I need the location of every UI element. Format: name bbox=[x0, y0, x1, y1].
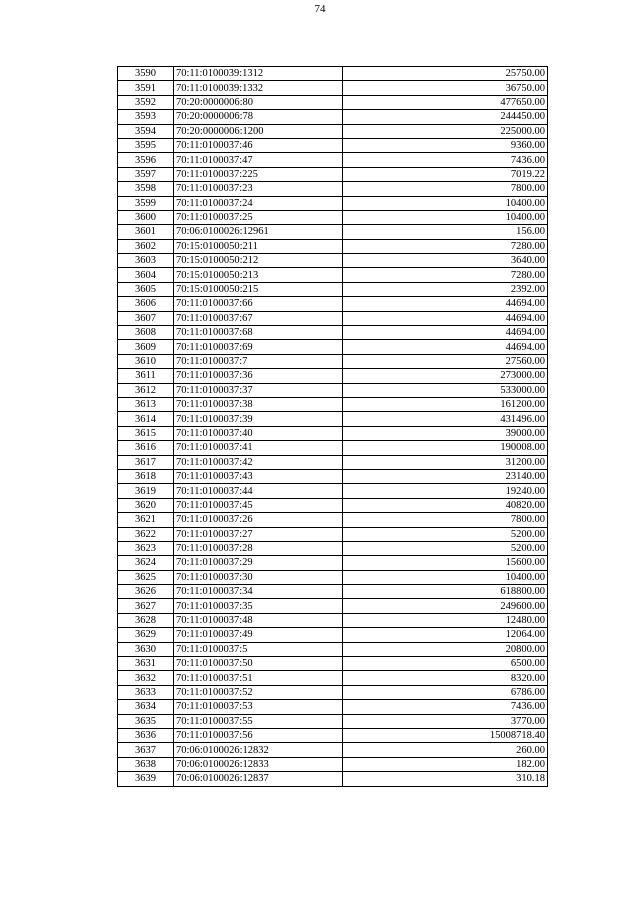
cadastral-number-cell: 70:11:0100037:30 bbox=[174, 570, 343, 584]
row-number-cell: 3631 bbox=[118, 657, 174, 671]
row-number-cell: 3596 bbox=[118, 153, 174, 167]
cadastral-number-cell: 70:11:0100037:49 bbox=[174, 628, 343, 642]
value-cell: 12480.00 bbox=[343, 613, 548, 627]
row-number-cell: 3597 bbox=[118, 167, 174, 181]
cadastral-number-cell: 70:11:0100037:41 bbox=[174, 441, 343, 455]
row-number-cell: 3627 bbox=[118, 599, 174, 613]
table-row bbox=[118, 369, 548, 383]
value-cell: 10400.00 bbox=[343, 196, 548, 210]
table-row bbox=[118, 196, 548, 210]
table-row bbox=[118, 311, 548, 325]
table-row bbox=[118, 354, 548, 368]
value-cell: 225000.00 bbox=[343, 124, 548, 138]
table-row bbox=[118, 268, 548, 282]
cadastral-number-cell: 70:11:0100037:28 bbox=[174, 541, 343, 555]
cadastral-number-cell: 70:11:0100037:66 bbox=[174, 297, 343, 311]
value-cell: 533000.00 bbox=[343, 383, 548, 397]
value-cell: 31200.00 bbox=[343, 455, 548, 469]
table-row bbox=[118, 441, 548, 455]
row-number-cell: 3595 bbox=[118, 138, 174, 152]
table-row bbox=[118, 757, 548, 771]
row-number-cell: 3634 bbox=[118, 700, 174, 714]
table-row bbox=[118, 469, 548, 483]
table-row bbox=[118, 556, 548, 570]
value-cell: 19240.00 bbox=[343, 484, 548, 498]
value-cell: 2392.00 bbox=[343, 282, 548, 296]
value-cell: 161200.00 bbox=[343, 397, 548, 411]
cadastral-value-table bbox=[117, 66, 548, 787]
row-number-cell: 3613 bbox=[118, 397, 174, 411]
row-number-cell: 3609 bbox=[118, 340, 174, 354]
cadastral-number-cell: 70:11:0100037:35 bbox=[174, 599, 343, 613]
value-cell: 44694.00 bbox=[343, 340, 548, 354]
table-row bbox=[118, 95, 548, 109]
value-cell: 618800.00 bbox=[343, 585, 548, 599]
cadastral-number-cell: 70:11:0100037:27 bbox=[174, 527, 343, 541]
table-row bbox=[118, 340, 548, 354]
table-row bbox=[118, 685, 548, 699]
cadastral-number-cell: 70:11:0100037:39 bbox=[174, 412, 343, 426]
row-number-cell: 3621 bbox=[118, 513, 174, 527]
cadastral-number-cell: 70:11:0100037:50 bbox=[174, 657, 343, 671]
table-row bbox=[118, 124, 548, 138]
cadastral-number-cell: 70:11:0100037:69 bbox=[174, 340, 343, 354]
table-row bbox=[118, 642, 548, 656]
table-row bbox=[118, 67, 548, 81]
value-cell: 3640.00 bbox=[343, 254, 548, 268]
cadastral-number-cell: 70:15:0100050:213 bbox=[174, 268, 343, 282]
row-number-cell: 3614 bbox=[118, 412, 174, 426]
value-cell: 44694.00 bbox=[343, 326, 548, 340]
cadastral-number-cell: 70:20:0000006:80 bbox=[174, 95, 343, 109]
cadastral-number-cell: 70:11:0100037:68 bbox=[174, 326, 343, 340]
row-number-cell: 3594 bbox=[118, 124, 174, 138]
table-row bbox=[118, 743, 548, 757]
table-row bbox=[118, 426, 548, 440]
row-number-cell: 3592 bbox=[118, 95, 174, 109]
table-row bbox=[118, 282, 548, 296]
value-cell: 15600.00 bbox=[343, 556, 548, 570]
row-number-cell: 3593 bbox=[118, 110, 174, 124]
cadastral-number-cell: 70:20:0000006:78 bbox=[174, 110, 343, 124]
value-cell: 6786.00 bbox=[343, 685, 548, 699]
row-number-cell: 3619 bbox=[118, 484, 174, 498]
table-row bbox=[118, 657, 548, 671]
value-cell: 27560.00 bbox=[343, 354, 548, 368]
table-row bbox=[118, 225, 548, 239]
value-cell: 7280.00 bbox=[343, 268, 548, 282]
row-number-cell: 3617 bbox=[118, 455, 174, 469]
table-row bbox=[118, 513, 548, 527]
row-number-cell: 3626 bbox=[118, 585, 174, 599]
table-row bbox=[118, 541, 548, 555]
table-row bbox=[118, 210, 548, 224]
cadastral-number-cell: 70:11:0100037:34 bbox=[174, 585, 343, 599]
row-number-cell: 3632 bbox=[118, 671, 174, 685]
cadastral-number-cell: 70:11:0100037:47 bbox=[174, 153, 343, 167]
cadastral-number-cell: 70:11:0100037:25 bbox=[174, 210, 343, 224]
row-number-cell: 3598 bbox=[118, 182, 174, 196]
row-number-cell: 3625 bbox=[118, 570, 174, 584]
row-number-cell: 3628 bbox=[118, 613, 174, 627]
value-cell: 7436.00 bbox=[343, 153, 548, 167]
value-cell: 190008.00 bbox=[343, 441, 548, 455]
row-number-cell: 3607 bbox=[118, 311, 174, 325]
value-cell: 9360.00 bbox=[343, 138, 548, 152]
cadastral-number-cell: 70:11:0100037:29 bbox=[174, 556, 343, 570]
value-cell: 20800.00 bbox=[343, 642, 548, 656]
row-number-cell: 3620 bbox=[118, 498, 174, 512]
row-number-cell: 3635 bbox=[118, 714, 174, 728]
value-cell: 25750.00 bbox=[343, 67, 548, 81]
row-number-cell: 3636 bbox=[118, 728, 174, 742]
row-number-cell: 3623 bbox=[118, 541, 174, 555]
cadastral-number-cell: 70:15:0100050:211 bbox=[174, 239, 343, 253]
cadastral-number-cell: 70:11:0100039:1332 bbox=[174, 81, 343, 95]
row-number-cell: 3602 bbox=[118, 239, 174, 253]
row-number-cell: 3615 bbox=[118, 426, 174, 440]
table-row bbox=[118, 167, 548, 181]
row-number-cell: 3637 bbox=[118, 743, 174, 757]
page-number: 74 bbox=[314, 3, 326, 15]
row-number-cell: 3630 bbox=[118, 642, 174, 656]
table-row bbox=[118, 239, 548, 253]
cadastral-number-cell: 70:11:0100037:48 bbox=[174, 613, 343, 627]
row-number-cell: 3622 bbox=[118, 527, 174, 541]
table-body bbox=[118, 67, 548, 787]
value-cell: 44694.00 bbox=[343, 311, 548, 325]
value-cell: 7800.00 bbox=[343, 513, 548, 527]
row-number-cell: 3611 bbox=[118, 369, 174, 383]
row-number-cell: 3618 bbox=[118, 469, 174, 483]
cadastral-number-cell: 70:15:0100050:215 bbox=[174, 282, 343, 296]
cadastral-number-cell: 70:11:0100037:43 bbox=[174, 469, 343, 483]
cadastral-number-cell: 70:11:0100037:67 bbox=[174, 311, 343, 325]
table-row bbox=[118, 613, 548, 627]
value-cell: 7800.00 bbox=[343, 182, 548, 196]
table-row bbox=[118, 326, 548, 340]
table-row bbox=[118, 498, 548, 512]
cadastral-number-cell: 70:11:0100037:45 bbox=[174, 498, 343, 512]
value-cell: 6500.00 bbox=[343, 657, 548, 671]
table-row bbox=[118, 182, 548, 196]
table-row bbox=[118, 110, 548, 124]
cadastral-number-cell: 70:11:0100037:44 bbox=[174, 484, 343, 498]
row-number-cell: 3604 bbox=[118, 268, 174, 282]
value-cell: 10400.00 bbox=[343, 210, 548, 224]
value-cell: 44694.00 bbox=[343, 297, 548, 311]
table-row bbox=[118, 599, 548, 613]
row-number-cell: 3599 bbox=[118, 196, 174, 210]
value-cell: 8320.00 bbox=[343, 671, 548, 685]
table-row bbox=[118, 714, 548, 728]
cadastral-number-cell: 70:11:0100037:7 bbox=[174, 354, 343, 368]
row-number-cell: 3608 bbox=[118, 326, 174, 340]
cadastral-number-cell: 70:11:0100037:40 bbox=[174, 426, 343, 440]
value-cell: 39000.00 bbox=[343, 426, 548, 440]
cadastral-number-cell: 70:06:0100026:12833 bbox=[174, 757, 343, 771]
value-cell: 7019.22 bbox=[343, 167, 548, 181]
cadastral-number-cell: 70:11:0100037:5 bbox=[174, 642, 343, 656]
value-cell: 156.00 bbox=[343, 225, 548, 239]
row-number-cell: 3603 bbox=[118, 254, 174, 268]
cadastral-number-cell: 70:11:0100037:46 bbox=[174, 138, 343, 152]
table-row bbox=[118, 527, 548, 541]
cadastral-number-cell: 70:11:0100039:1312 bbox=[174, 67, 343, 81]
value-cell: 260.00 bbox=[343, 743, 548, 757]
row-number-cell: 3590 bbox=[118, 67, 174, 81]
value-cell: 7280.00 bbox=[343, 239, 548, 253]
row-number-cell: 3605 bbox=[118, 282, 174, 296]
row-number-cell: 3616 bbox=[118, 441, 174, 455]
value-cell: 36750.00 bbox=[343, 81, 548, 95]
row-number-cell: 3629 bbox=[118, 628, 174, 642]
row-number-cell: 3610 bbox=[118, 354, 174, 368]
cadastral-number-cell: 70:11:0100037:51 bbox=[174, 671, 343, 685]
cadastral-number-cell: 70:11:0100037:26 bbox=[174, 513, 343, 527]
table-row bbox=[118, 484, 548, 498]
cadastral-number-cell: 70:11:0100037:53 bbox=[174, 700, 343, 714]
value-cell: 23140.00 bbox=[343, 469, 548, 483]
table-row bbox=[118, 297, 548, 311]
cadastral-number-cell: 70:20:0000006:1200 bbox=[174, 124, 343, 138]
cadastral-number-cell: 70:06:0100026:12961 bbox=[174, 225, 343, 239]
table-row bbox=[118, 455, 548, 469]
table-row bbox=[118, 138, 548, 152]
value-cell: 310.18 bbox=[343, 772, 548, 786]
cadastral-number-cell: 70:11:0100037:23 bbox=[174, 182, 343, 196]
table-row bbox=[118, 412, 548, 426]
value-cell: 40820.00 bbox=[343, 498, 548, 512]
table-row bbox=[118, 772, 548, 786]
table-row bbox=[118, 585, 548, 599]
table-row bbox=[118, 153, 548, 167]
value-cell: 5200.00 bbox=[343, 527, 548, 541]
row-number-cell: 3601 bbox=[118, 225, 174, 239]
cadastral-number-cell: 70:11:0100037:42 bbox=[174, 455, 343, 469]
cadastral-number-cell: 70:11:0100037:24 bbox=[174, 196, 343, 210]
value-cell: 182.00 bbox=[343, 757, 548, 771]
value-cell: 244450.00 bbox=[343, 110, 548, 124]
table-row bbox=[118, 570, 548, 584]
value-cell: 7436.00 bbox=[343, 700, 548, 714]
row-number-cell: 3591 bbox=[118, 81, 174, 95]
value-cell: 249600.00 bbox=[343, 599, 548, 613]
value-cell: 431496.00 bbox=[343, 412, 548, 426]
row-number-cell: 3638 bbox=[118, 757, 174, 771]
cadastral-number-cell: 70:11:0100037:55 bbox=[174, 714, 343, 728]
cadastral-number-cell: 70:11:0100037:37 bbox=[174, 383, 343, 397]
value-cell: 12064.00 bbox=[343, 628, 548, 642]
cadastral-number-cell: 70:11:0100037:38 bbox=[174, 397, 343, 411]
cadastral-number-cell: 70:06:0100026:12837 bbox=[174, 772, 343, 786]
value-cell: 5200.00 bbox=[343, 541, 548, 555]
table-row bbox=[118, 81, 548, 95]
cadastral-number-cell: 70:11:0100037:36 bbox=[174, 369, 343, 383]
row-number-cell: 3633 bbox=[118, 685, 174, 699]
row-number-cell: 3606 bbox=[118, 297, 174, 311]
table-row bbox=[118, 700, 548, 714]
row-number-cell: 3639 bbox=[118, 772, 174, 786]
table-row bbox=[118, 671, 548, 685]
table-row bbox=[118, 254, 548, 268]
value-cell: 10400.00 bbox=[343, 570, 548, 584]
value-cell: 15008718.40 bbox=[343, 728, 548, 742]
value-cell: 3770.00 bbox=[343, 714, 548, 728]
cadastral-number-cell: 70:11:0100037:52 bbox=[174, 685, 343, 699]
cadastral-number-cell: 70:11:0100037:56 bbox=[174, 728, 343, 742]
row-number-cell: 3600 bbox=[118, 210, 174, 224]
cadastral-number-cell: 70:15:0100050:212 bbox=[174, 254, 343, 268]
cadastral-number-cell: 70:06:0100026:12832 bbox=[174, 743, 343, 757]
table-row bbox=[118, 397, 548, 411]
table-row bbox=[118, 383, 548, 397]
cadastral-number-cell: 70:11:0100037:225 bbox=[174, 167, 343, 181]
value-cell: 273000.00 bbox=[343, 369, 548, 383]
row-number-cell: 3624 bbox=[118, 556, 174, 570]
table-row bbox=[118, 728, 548, 742]
row-number-cell: 3612 bbox=[118, 383, 174, 397]
value-cell: 477650.00 bbox=[343, 95, 548, 109]
table-row bbox=[118, 628, 548, 642]
